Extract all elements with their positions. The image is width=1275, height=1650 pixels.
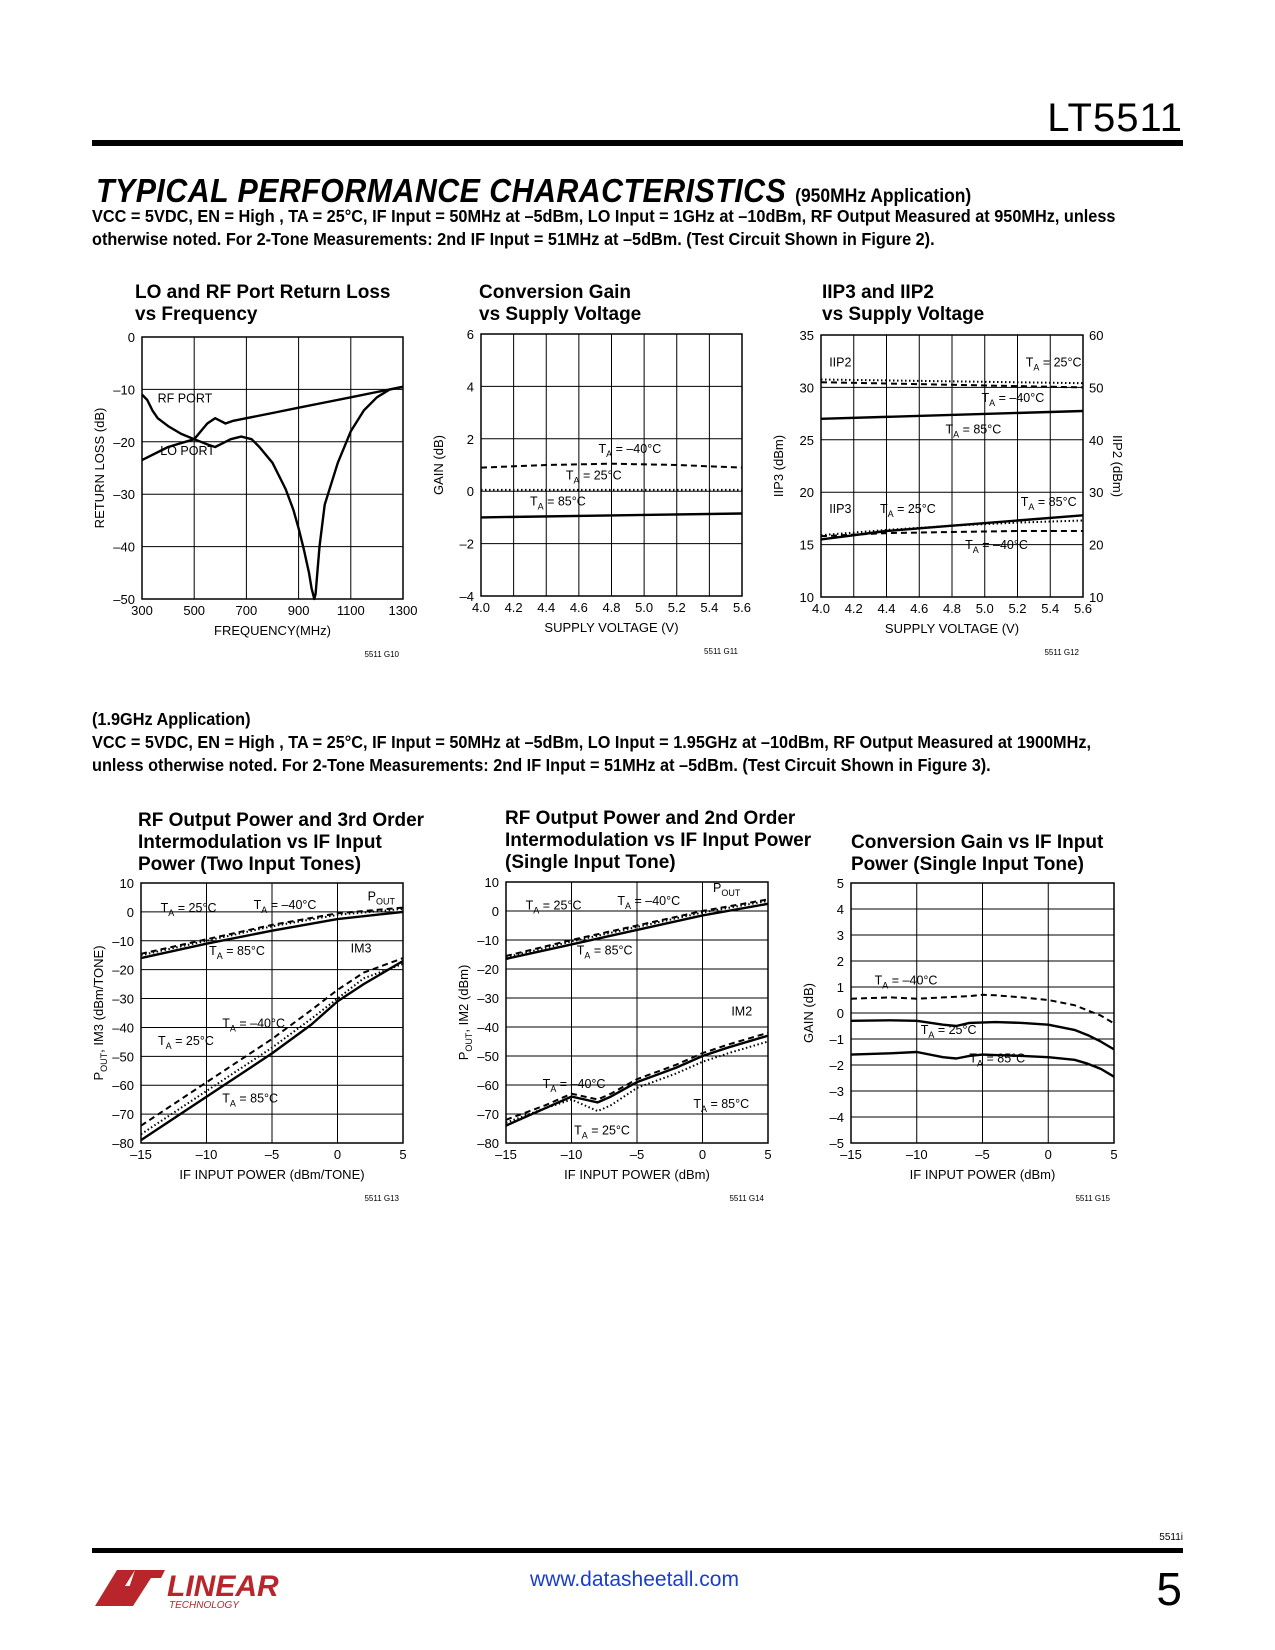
- y-axis-label: GAIN (dB): [431, 435, 446, 495]
- logo-subtext: TECHNOLOGY: [169, 1600, 240, 1611]
- y-tick-label: 25: [799, 432, 814, 448]
- chart-title-line: Conversion Gain vs IF Input: [851, 832, 1104, 853]
- y-tick-label: –4: [459, 589, 474, 604]
- x-axis-label: IF INPUT POWER (dBm): [564, 1167, 710, 1182]
- x-tick-label: 5.0: [635, 600, 654, 615]
- series-annotation: $P_{OUT}$: [712, 881, 741, 899]
- footer-rule: [92, 1548, 1183, 1553]
- x-tick-label: 5: [399, 1147, 407, 1162]
- chart-title-line: IIP3 and IIP2: [822, 282, 934, 303]
- x-tick-label: 500: [183, 603, 206, 618]
- doc-code: 5511i: [1159, 1532, 1183, 1543]
- series-annotation: $T_A = -40^\circ C$: [981, 391, 1045, 409]
- x-tick-label: –15: [840, 1147, 862, 1162]
- y-tick-label: 2: [836, 954, 844, 969]
- x-tick-label: 4.8: [942, 601, 962, 616]
- part-number: LT5511: [1047, 96, 1183, 140]
- y-axis-label: $P_{OUT}$, IM3 (dBm/TONE): [91, 945, 109, 1081]
- y-tick-label: –60: [477, 1078, 499, 1093]
- y-right-tick-label: 40: [1089, 432, 1104, 448]
- x-tick-label: –10: [560, 1147, 583, 1162]
- x-tick-label: 0: [1044, 1147, 1052, 1162]
- y-tick-label: –80: [477, 1136, 499, 1151]
- y-tick-label: –70: [112, 1107, 134, 1123]
- y-tick-label: 6: [466, 327, 474, 342]
- y-tick-label: –20: [113, 434, 135, 450]
- y-tick-label: –50: [113, 592, 135, 607]
- chart-title-line: RF Output Power and 3rd Order: [138, 810, 425, 831]
- x-tick-label: 5.6: [1073, 601, 1093, 616]
- y-tick-label: –10: [477, 933, 499, 948]
- series-annotation: $T_A = 85^\circ C$: [529, 494, 586, 512]
- y-tick-label: 3: [836, 928, 844, 943]
- chart-title-line: Intermodulation vs IF Input Power: [505, 830, 812, 851]
- x-tick-label: 4.2: [504, 600, 523, 615]
- conditions-line-2: otherwise noted. For 2-Tone Measurements: 2nd IF Input = 51MHz at –5dBm. (Test Circuit Shown in Figure 2).: [92, 229, 935, 249]
- x-tick-label: 4.0: [471, 600, 491, 615]
- x-tick-label: –5: [975, 1147, 990, 1162]
- x-tick-label: –5: [264, 1147, 280, 1162]
- series-annotation: $T_A = 25^\circ C$: [565, 468, 622, 486]
- chart-title-line: LO and RF Port Return Loss: [135, 282, 391, 303]
- page-number: 5: [1156, 1563, 1182, 1615]
- chart-title-line: Intermodulation vs IF Input: [138, 832, 382, 853]
- chart-title-line: vs Supply Voltage: [822, 304, 985, 325]
- website-link[interactable]: www.datasheetall.com: [530, 1568, 739, 1591]
- figure-code: 5511 G12: [1044, 648, 1079, 657]
- x-tick-label: –10: [195, 1147, 218, 1162]
- section-title-text: TYPICAL PERFORMANCE CHARACTERISTICS: [96, 172, 787, 209]
- figure-code: 5511 G11: [704, 647, 738, 656]
- y-tick-label: –70: [477, 1107, 499, 1122]
- y-tick-label: –5: [829, 1136, 844, 1151]
- series-annotation: $T_A = -40^\circ C$: [617, 894, 681, 912]
- y-right-tick-label: 30: [1089, 485, 1104, 501]
- y-tick-label: –40: [477, 1020, 499, 1035]
- y-tick-label: –2: [459, 536, 474, 552]
- chart-title-line: (Single Input Tone): [505, 852, 676, 873]
- series-annotation: $T_A = 25^\circ C$: [1025, 355, 1082, 373]
- x-tick-label: 5: [764, 1147, 772, 1162]
- y-tick-label: 10: [484, 875, 499, 890]
- y-tick-label: 0: [127, 330, 135, 345]
- x-tick-label: 700: [235, 603, 258, 618]
- chart-title-line: Conversion Gain: [479, 282, 632, 303]
- x-axis-label: SUPPLY VOLTAGE (V): [544, 620, 679, 635]
- chart-title-line: RF Output Power and 2nd Order: [505, 808, 796, 829]
- series-annotation: $T_A = 25^\circ C$: [525, 898, 582, 916]
- x-axis-label: IF INPUT POWER (dBm): [909, 1167, 1056, 1182]
- x-tick-label: 5.2: [667, 600, 686, 615]
- y-tick-label: –40: [113, 539, 135, 555]
- y-tick-label: –30: [113, 487, 135, 503]
- x-tick-label: 900: [287, 603, 310, 618]
- series-annotation: $T_A = 85^\circ C$: [222, 1091, 279, 1109]
- x-tick-label: 5: [1110, 1147, 1118, 1162]
- x-tick-label: 4.8: [602, 600, 621, 615]
- y-right-tick-label: 20: [1089, 537, 1104, 553]
- series-annotation: $T_A = 25^\circ C$: [158, 1033, 214, 1051]
- x-tick-label: 4.0: [811, 601, 831, 616]
- y-tick-label: –30: [477, 991, 499, 1006]
- series-annotation: $T_A = 25^\circ C$: [574, 1123, 630, 1141]
- series-annotation: IM3: [350, 941, 372, 956]
- x-tick-label: –15: [130, 1147, 152, 1162]
- y-tick-label: –80: [112, 1136, 134, 1151]
- series-annotation: $T_A = -40^\circ C$: [253, 898, 317, 915]
- linear-technology-logo: [95, 1566, 279, 1617]
- series-annotation: IIP3: [829, 502, 852, 517]
- series-annotation: $P_{OUT}$: [367, 889, 395, 907]
- x-axis-label: IF INPUT POWER (dBm/TONE): [179, 1167, 365, 1182]
- y-axis-label-right: IIP2 (dBm): [1110, 434, 1125, 498]
- y-tick-label: –20: [112, 962, 134, 978]
- x-tick-label: 5.0: [975, 601, 994, 616]
- y-axis-label: GAIN (dB): [801, 983, 816, 1043]
- series-annotation: $T_A = -40^\circ C$: [874, 973, 938, 991]
- y-tick-label: 0: [466, 484, 474, 500]
- x-axis-label: FREQUENCY(MHz): [214, 623, 331, 638]
- series-annotation: $T_A = 25^\circ C$: [920, 1022, 977, 1040]
- y-tick-label: 35: [799, 328, 814, 343]
- section2-title: (1.9GHz Application): [92, 709, 251, 729]
- conditions-line-1: VCC = 5VDC, EN = High , TA = 25°C, IF Input = 50MHz at –5dBm, LO Input = 1GHz at –10dBm, RF Output Measured at 950MHz, unless: [92, 206, 1116, 226]
- series-annotation: RF PORT: [157, 391, 213, 406]
- x-tick-label: 1100: [336, 603, 365, 618]
- x-tick-label: 5.6: [732, 600, 752, 615]
- section-subtitle: (950MHz Application): [795, 186, 972, 207]
- series-annotation: $T_A = 85^\circ C$: [945, 422, 1002, 440]
- x-tick-label: 5.4: [1041, 601, 1060, 616]
- y-tick-label: –2: [829, 1058, 844, 1073]
- chart-title-line: vs Frequency: [135, 304, 258, 325]
- series-annotation: $T_A = 85^\circ C$: [576, 943, 633, 961]
- y-tick-label: –30: [112, 991, 134, 1007]
- x-tick-label: 4.4: [537, 600, 556, 615]
- y-tick-label: 2: [466, 431, 474, 447]
- conditions2-line-1: VCC = 5VDC, EN = High , TA = 25°C, IF Input = 50MHz at –5dBm, LO Input = 1.95GHz at –10dBm, RF Output Measured at 1900MHz,: [92, 732, 1092, 752]
- x-tick-label: –5: [629, 1147, 645, 1162]
- y-tick-label: 30: [799, 380, 814, 396]
- series-annotation: LO PORT: [160, 443, 215, 458]
- series-annotation: $T_A = 85^\circ C$: [1020, 494, 1077, 512]
- y-tick-label: 15: [799, 537, 814, 553]
- y-tick-label: 4: [836, 902, 844, 917]
- y-axis-label: IIP3 (dBm): [771, 434, 786, 498]
- series-annotation: IM2: [731, 1004, 753, 1019]
- x-tick-label: 1300: [388, 603, 418, 618]
- y-right-tick-label: 50: [1089, 380, 1104, 396]
- x-tick-label: 300: [131, 603, 153, 618]
- y-tick-label: –60: [112, 1078, 134, 1094]
- y-axis-label: RETURN LOSS (dB): [92, 407, 107, 529]
- figure-code: 5511 G10: [364, 650, 399, 659]
- series-annotation: $T_A = 25^\circ C$: [160, 900, 217, 918]
- y-tick-label: 0: [491, 904, 499, 919]
- series-annotation: $T_A = -40^\circ C$: [222, 1016, 286, 1034]
- y-tick-label: –50: [112, 1049, 134, 1065]
- y-tick-label: –10: [112, 933, 134, 949]
- chart-title-line: vs Supply Voltage: [479, 304, 642, 325]
- y-right-tick-label: 10: [1089, 590, 1104, 605]
- x-tick-label: 5.4: [700, 600, 719, 615]
- logo-icon: [95, 1566, 279, 1612]
- y-tick-label: –20: [477, 962, 499, 977]
- chart-title-line: Power (Two Input Tones): [138, 854, 362, 875]
- conditions2-line-2: unless otherwise noted. For 2-Tone Measurements: 2nd IF Input = 51MHz at –5dBm. (Test Circuit Shown in Figure 3).: [92, 755, 991, 775]
- y-tick-label: –3: [829, 1084, 844, 1099]
- y-tick-label: 0: [836, 1006, 844, 1021]
- figure-code: 5511 G15: [1075, 1194, 1110, 1203]
- x-tick-label: –15: [495, 1147, 517, 1162]
- series-annotation: $T_A = 85^\circ C$: [969, 1051, 1026, 1069]
- y-tick-label: –50: [477, 1049, 499, 1064]
- series-annotation: IIP2: [829, 355, 852, 370]
- x-tick-label: 0: [333, 1147, 342, 1162]
- series-annotation: $T_A = -40^\circ C$: [965, 537, 1028, 555]
- y-tick-label: –10: [113, 382, 135, 398]
- x-tick-label: 4.6: [569, 600, 588, 615]
- y-tick-label: 1: [836, 980, 844, 995]
- x-tick-label: 5.2: [1008, 601, 1027, 616]
- x-tick-label: 4.4: [877, 601, 896, 616]
- x-axis-label: SUPPLY VOLTAGE (V): [884, 621, 1020, 636]
- y-tick-label: –4: [829, 1110, 844, 1125]
- series-annotation: $T_A = 25^\circ C$: [879, 502, 936, 520]
- y-tick-label: 10: [119, 876, 134, 891]
- x-tick-label: 4.6: [910, 601, 929, 616]
- figure-code: 5511 G13: [364, 1194, 399, 1203]
- x-tick-label: 0: [698, 1147, 707, 1162]
- y-tick-label: 10: [799, 590, 814, 605]
- y-tick-label: 0: [126, 904, 134, 920]
- y-tick-label: 20: [799, 485, 814, 501]
- series-annotation: $T_A = 85^\circ C$: [209, 944, 265, 962]
- y-right-tick-label: 60: [1089, 328, 1104, 343]
- x-tick-label: 4.2: [844, 601, 863, 616]
- logo-text: LINEAR: [167, 1570, 279, 1603]
- series-annotation: $T_A = -40^\circ C$: [598, 442, 662, 460]
- x-tick-label: –10: [905, 1147, 928, 1162]
- y-axis-label: $P_{OUT}$, IM2 (dBm): [456, 964, 474, 1061]
- series-annotation: $T_A = -40^\circ C$: [542, 1076, 606, 1094]
- y-tick-label: –40: [112, 1020, 134, 1036]
- y-tick-label: 5: [836, 876, 844, 891]
- series-annotation: $T_A = 85^\circ C$: [693, 1097, 750, 1115]
- figure-code: 5511 G14: [729, 1194, 764, 1203]
- y-tick-label: –1: [829, 1032, 844, 1047]
- y-tick-label: 4: [466, 379, 474, 395]
- chart-title-line: Power (Single Input Tone): [851, 854, 1084, 875]
